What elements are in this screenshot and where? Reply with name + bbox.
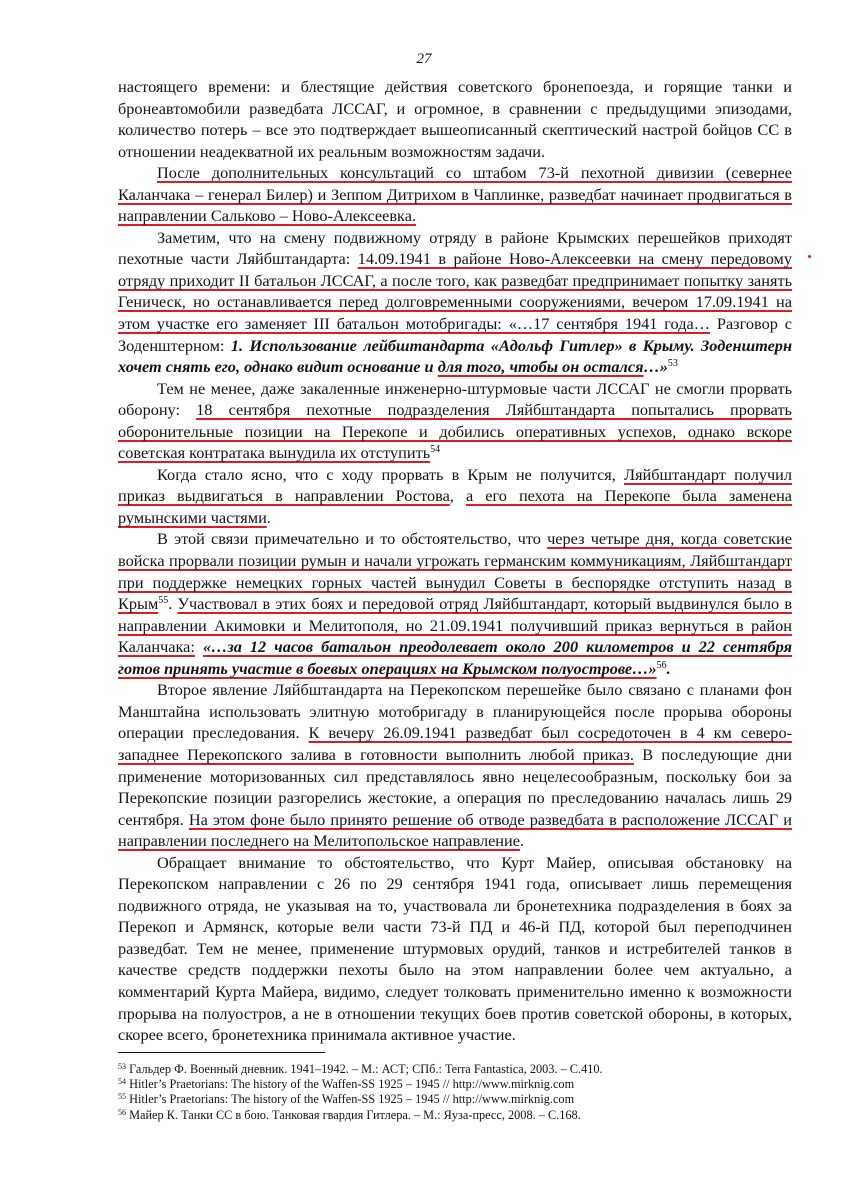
- highlighted-text: а его пехота на Перекопе была заменена румынскими частями: [118, 486, 793, 527]
- text-run: В последующие дни применение моторизованных сил представлялось явно нецелесообразным, поскольку бои за Перекопские позиции разгорелись жестокие, а операция по преследованию началась лишь 29 сентября.: [118, 744, 793, 829]
- text-run: .: [666, 658, 671, 678]
- highlighted-text: 14.09.1941 в районе Ново-Алексеевки на смену передовому отряду приходит II батальон ЛССАГ, а после того, как разведбат предпринимает попытку занять Геническ, но останавливается перед долговременными сооружениями, вечером 17.09.1941 на этом участке его заменяет III батальон мотобригады: «…17 сентября 1941 года…: [118, 249, 792, 334]
- highlighted-quote: «…за 12 часов батальон преодолевает около 200 километров и 22 сентября готов принять участие в боевых операциях на Крымском полуострове…»: [118, 637, 792, 678]
- quote-emphasis: 1. Использование лейбштандарта «Адольф Гитлер» в Крыму. Зоденштерн хочет снять его, однако видит основание и: [118, 335, 792, 377]
- paragraph: [118, 162, 792, 227]
- text-run: .: [168, 594, 178, 614]
- text-run: В этой связи примечательно и то обстоятельство, что: [157, 529, 548, 549]
- page-number: 27: [416, 51, 432, 67]
- highlighted-text: 18 сентября пехотные подразделения Ляйбштандарта попытались прорвать оборонительные позиции на Перекопе и добились оперативных успехов, однако вскоре советская контратака вынудила их отступить: [118, 400, 792, 463]
- footnote-text: Гальдер Ф. Военный дневник. 1941–1942. – М.: АСТ; СПб.: Terra Fantastica, 2003. – С.410.: [126, 1062, 603, 1076]
- footnote-ref: 53: [667, 358, 678, 370]
- text-run: Второе явление Ляйбштандарта на Перекопском перешейке было связано с планами фон Манштайна использовать элитную мотобригаду в планирующейся после прорыва обороны операции преследования.: [118, 680, 792, 743]
- highlighted-text: На этом фоне было принято решение об отводе разведбата в расположение ЛССАГ и направлении последнего на Мелитопольское направление: [118, 809, 793, 851]
- highlighted-text: Ляйбштандарт получил приказ выдвигаться в направлении Ростова: [118, 464, 792, 506]
- text-run: .: [519, 831, 525, 851]
- highlighted-text: Участвовал в этих боях и передовой отряд Ляйбштандарт, который выдвинулся было в направлении Акимовки и Мелитополя, но 21.09.1941 получивший приказ вернуться в район Каланчака:: [118, 594, 793, 657]
- text-run: [195, 637, 203, 656]
- paragraph: [118, 378, 792, 464]
- text-run: ,: [449, 486, 466, 506]
- footnote-ref: 56: [656, 659, 667, 671]
- footnote-separator: [118, 1052, 325, 1053]
- red-pen-dot: [808, 255, 811, 258]
- footnote-text: Hitler’s Praetorians: The history of the Waffen-SS 1925 – 1945 // http://www.mirknig.com: [126, 1077, 575, 1092]
- paragraph: [118, 464, 792, 529]
- paragraph: [118, 679, 792, 851]
- footnote: [118, 1077, 792, 1092]
- highlighted-text: через четыре дня, когда советские войска прорвали позиции румын и начали угрожать германским коммуникациям, Ляйбштандарт при поддержке немецких горных частей вынудил Советы в беспорядке отступить назад в Крым: [118, 529, 792, 614]
- footnote-text: Майер К. Танки СС в бою. Танковая гвардия Гитлера. – М.: Яуза-пресс, 2008. – С.168.: [126, 1107, 581, 1122]
- footnote-number: 56: [118, 1107, 126, 1117]
- footnotes: [118, 1062, 792, 1123]
- footnote-text: Hitler’s Praetorians: The history of the Waffen-SS 1925 – 1945 // http://www.mirknig.com: [126, 1092, 575, 1107]
- footnote-number: 55: [118, 1092, 126, 1102]
- text-run: Когда стало ясно, что с ходу прорвать в Крым не получится,: [157, 464, 625, 484]
- paragraph: [118, 227, 792, 378]
- highlighted-text: После дополнительных консультаций со штабом 73-й пехотной дивизии (севернее Каланчака – генерал Билер) и Зеппом Дитрихом в Чаплинке, разведбат начинает продвигаться в направлении Сальково – Ново-Алексеевка.: [118, 163, 792, 226]
- footnote: [118, 1092, 792, 1107]
- text-run: .: [266, 507, 271, 527]
- paragraph: [118, 528, 792, 679]
- footnote-number: 54: [118, 1077, 126, 1087]
- footnote-ref: 55: [158, 595, 169, 607]
- text-run: Тем не менее, даже закаленные инженерно-штурмовые части ЛССАГ не смогли прорвать оборону:: [118, 378, 792, 420]
- footnote: [118, 1062, 792, 1077]
- quote-emphasis: …»: [643, 357, 668, 377]
- paragraph: Обращает внимание то обстоятельство, что Курт Майер, описывая обстановку на Перекопском направлении с 26 по 29 сентября 1941 года, описывает лишь перемещения подвижного отряда, не указывая на то, участвовала ли бронетехника подразделения в боях за Перекоп и Армянск, которые вели части 73-й ПД и 46-й ПД, которой был переподчинен разведбат. Тем не менее, применение штурмовых орудий, танков и истребителей танков в качестве средств поддержки пехоты было на этом направлении более чем актуально, а комментарий Курта Майера, видимо, следует толковать применительно именно к возможности прорыва на полуостров, а не в отношении текущих боев против советской обороны, в которых, скорее всего, бронетехника принимала активное участие.: [118, 852, 792, 1045]
- paragraph-continuation: настоящего времени: и блестящие действия советского бронепоезда, и горящие танки и бронеавтомобили разведбата ЛССАГ, и огромное, в сравнении с предыдущими эпизодами, количество потерь – все это подтверждает вышеописанный скептический настрой бойцов СС в отношении неадекватной их реальным возможностям задачи.: [118, 77, 792, 161]
- highlighted-quote: для того, чтобы он остался: [437, 357, 644, 377]
- footnote-ref: 54: [430, 444, 441, 456]
- footnote-number: 53: [118, 1062, 126, 1071]
- text-run: Разговор с Зоденштерном:: [118, 314, 792, 355]
- main-text: [118, 76, 792, 1046]
- footnote: [118, 1108, 792, 1123]
- text-run: Заметим, что на смену подвижному отряду в районе Крымских перешейков приходят пехотные части Ляйбштандарта:: [118, 227, 792, 269]
- highlighted-text: К вечеру 26.09.1941 разведбат был сосредоточен в 4 км северо-западнее Перекопского залива в готовности выполнить любой приказ.: [118, 723, 793, 764]
